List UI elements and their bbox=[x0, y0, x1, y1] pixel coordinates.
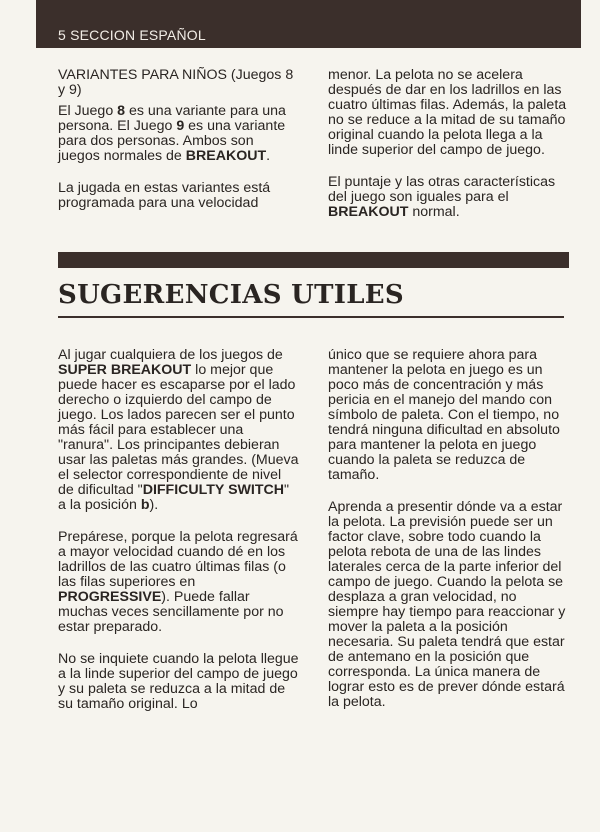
bold-term: PROGRESSIVE bbox=[58, 589, 162, 605]
bold-term: SUPER BREAKOUT bbox=[58, 362, 192, 378]
variantes-paragraph-2: La jugada en estas variantes está programada para una velocidad bbox=[58, 180, 271, 211]
sugerencias-right-column bbox=[328, 348, 570, 727]
variantes-paragraph-1: El Juego 8 es una variante para una persona. El Juego 9 es una variante para dos personas. Ambos son juegos normales de BREAKOUT. bbox=[58, 103, 286, 164]
sugerencias-paragraph-4: Aprenda a presentir dónde va a estar la pelota. La previsión puede ser un factor clave, sobre todo cuando la pelota rebota de una de las lindes laterales cerca de la parte inferior del campo de juego. Cuando la pelota se desplaza a gran velocidad, no siempre hay tiempo para reaccionar y mover la paleta a la posición necesaria. Su paleta tendrá que estar de antemano en la posición que corresponda. La única manera de lograr esto es de prever dónde estará la pelota. bbox=[328, 499, 566, 710]
variantes-right-column bbox=[328, 68, 568, 237]
sugerencias-paragraph-3-cont: único que se requiere ahora para mantener la pelota en juego es un poco más de concentración y más pericia en el manejo del mando con símbolo de paleta. Con el tiempo, no tendrá ninguna dificultad en absoluto para mantener la pelota en juego cuando la paleta se reduzca de tamaño. bbox=[328, 347, 560, 483]
variantes-heading: VARIANTES PARA NIÑOS (Juegos 8 y 9) bbox=[58, 67, 294, 98]
bold-term: b bbox=[140, 497, 150, 513]
bold-term: BREAKOUT bbox=[185, 148, 267, 164]
bold-term: BREAKOUT bbox=[328, 204, 409, 220]
section-divider-bar bbox=[58, 252, 569, 268]
page-header: 5 SECCION ESPAÑOL bbox=[58, 27, 206, 43]
bold-term: 8 bbox=[117, 103, 126, 119]
sugerencias-paragraph-3: No se inquiete cuando la pelota llegue a la linde superior del campo de juego y su paleta se reduzca a la mitad de su tamaño original. Lo bbox=[58, 651, 299, 712]
title-underline bbox=[58, 316, 564, 318]
sugerencias-paragraph-1: Al jugar cualquiera de los juegos de SUPER BREAKOUT lo mejor que puede hacer es escaparse por el lado derecho o izquierdo del campo de juego. Los lados parecen ser el punto más fácil para establecer una "ranura". Los principantes debieran usar las paletas más grandes. (Mueva el selector correspondiente de nivel de dificultad "DIFFICULTY SWITCH" a la posición b). bbox=[58, 347, 299, 513]
sugerencias-paragraph-2: Prepárese, porque la pelota regresará a mayor velocidad cuando dé en los ladrillos de las cuatro últimas filas (o las filas superiores en PROGRESSIVE). Puede fallar muchas veces sencillamente por no estar preparado. bbox=[58, 529, 298, 635]
variantes-paragraph-3: El puntaje y las otras características del juego son iguales para el BREAKOUT normal. bbox=[328, 174, 556, 220]
sugerencias-left-column bbox=[58, 348, 300, 729]
bold-term: 9 bbox=[176, 118, 185, 134]
bold-term: DIFFICULTY SWITCH bbox=[142, 482, 285, 498]
variantes-paragraph-2-cont: menor. La pelota no se acelera después de dar en los ladrillos en las cuatro últimas filas. Además, la paleta no se reduce a la mitad de su tamaño original cuando la pelota llega a la linde superior del campo de juego. bbox=[328, 67, 567, 158]
variantes-left-column bbox=[58, 68, 298, 228]
section-title: SUGERENCIAS UTILES bbox=[58, 280, 404, 310]
